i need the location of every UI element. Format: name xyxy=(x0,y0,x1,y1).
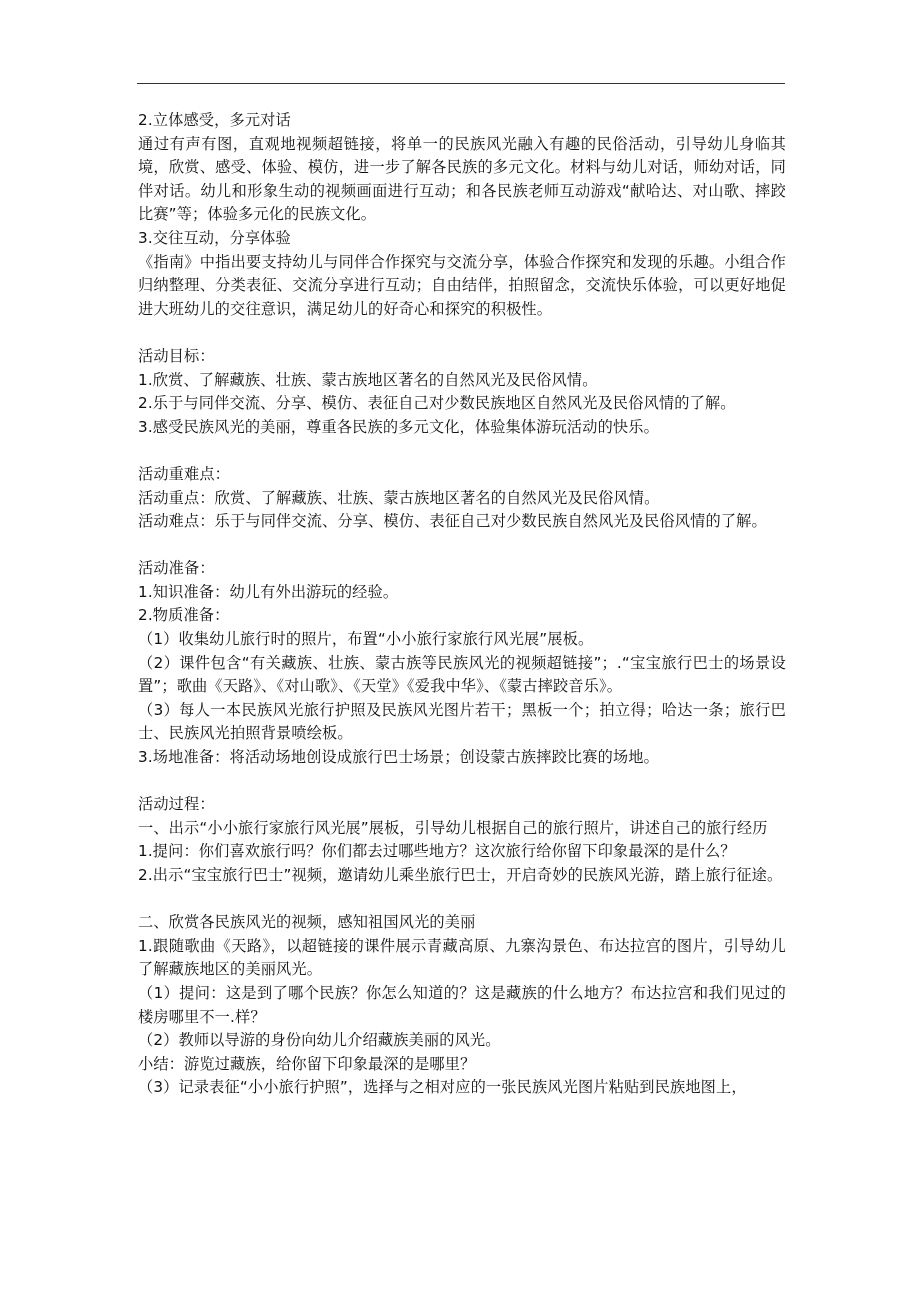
document-body xyxy=(138,109,786,1100)
list-item: （1）收集幼儿旅行时的照片，布置“小小旅行家旅行风光展”展板。 xyxy=(138,630,594,649)
list-item: （1）提问：这是到了哪个民族？你怎么知道的？这是藏族的什么地方？布达拉宫和我们见过的楼房哪里不一.样？ xyxy=(138,983,786,1026)
paragraph: 《指南》中指出要支持幼儿与同伴合作探究与交流分享，体验合作探究和发现的乐趣。小组合作归纳整理、分类表征、交流分享进行互动；自由结伴，拍照留念，交流快乐体验，可以更好地促进大班幼儿的交往意识，满足幼儿的好奇心和探究的积极性。 xyxy=(138,252,786,318)
list-item: （3）记录表征“小小旅行护照”，选择与之相对应的一张民族风光图片粘贴到民族地图上， xyxy=(138,1078,747,1097)
header-rule xyxy=(137,83,785,84)
section-title: 活动目标： xyxy=(138,346,215,365)
list-item: 1.知识准备：幼儿有外出游玩的经验。 xyxy=(138,582,399,601)
list-item: （2）课件包含“有关藏族、壮族、蒙古族等民族风光的视频超链接”；.“宝宝旅行巴士的场景设置”；歌曲《天路》、《对山歌》、《天堂》《爱我中华》、《蒙古摔跤音乐》。 xyxy=(138,653,786,696)
heading-line: 3.交往互动，分享体验 xyxy=(138,228,291,247)
step-heading: 一、出示“小小旅行家旅行风光展”展板，引导幼儿根据自己的旅行照片，讲述自己的旅行经历 xyxy=(138,818,768,837)
list-item: 1.跟随歌曲《天路》，以超链接的课件展示青藏高原、九寨沟景色、布达拉宫的图片，引导幼儿了解藏族地区的美丽风光。 xyxy=(138,936,786,979)
list-item: 1.欣赏、了解藏族、壮族、蒙古族地区著名的自然风光及民俗风情。 xyxy=(138,370,598,389)
blank-line xyxy=(138,534,786,558)
summary-line: 小结：游览过藏族，给你留下印象最深的是哪里？ xyxy=(138,1054,476,1073)
list-item: 2.乐于与同伴交流、分享、模仿、表征自己对少数民族地区自然风光及民俗风情的了解。 xyxy=(138,394,736,413)
list-item: 3.场地准备：将活动场地创设成旅行巴士场景；创设蒙古族摔跤比赛的场地。 xyxy=(138,748,659,767)
list-item: （3）每人一本民族风光旅行护照及民族风光图片若干；黑板一个；拍立得；哈达一条；旅行巴士、民族风光拍照背景喷绘板。 xyxy=(138,700,786,743)
list-item: 活动难点：乐于与同伴交流、分享、模仿、表征自己对少数民族自然风光及民俗风情的了解。 xyxy=(138,512,767,531)
blank-line xyxy=(138,439,786,463)
step-heading: 二、欣赏各民族风光的视频，感知祖国风光的美丽 xyxy=(138,913,476,932)
heading-line: 2.立体感受，多元对话 xyxy=(138,111,291,129)
list-item: 3.感受民族风光的美丽，尊重各民族的多元文化，体验集体游玩活动的快乐。 xyxy=(138,417,659,436)
list-item: 活动重点：欣赏、了解藏族、壮族、蒙古族地区著名的自然风光及民俗风情。 xyxy=(138,488,660,507)
list-item: （2）教师以导游的身份向幼儿介绍藏族美丽的风光。 xyxy=(138,1031,501,1050)
section-title: 活动过程： xyxy=(138,795,215,814)
blank-line xyxy=(138,321,786,345)
list-item: 2.物质准备： xyxy=(138,606,230,625)
section-title: 活动准备： xyxy=(138,559,215,578)
blank-line xyxy=(138,770,786,794)
paragraph: 通过有声有图，直观地视频超链接，将单一的民族风光融入有趣的民俗活动，引导幼儿身临其境，欣赏、感受、体验、模仿，进一步了解各民族的多元文化。材料与幼儿对话，师幼对话，同伴对话。幼儿和形象生动的视频画面进行互动；和各民族老师互动游戏“献哈达、对山歌、摔跤比赛”等；体验多元化的民族文化。 xyxy=(138,134,786,224)
list-item: 1.提问：你们喜欢旅行吗？你们都去过哪些地方？这次旅行给你留下印象最深的是什么？ xyxy=(138,842,736,861)
section-title: 活动重难点： xyxy=(138,464,231,483)
blank-line xyxy=(138,888,786,912)
list-item: 2.出示“宝宝旅行巴士”视频，邀请幼儿乘坐旅行巴士，开启奇妙的民族风光游，踏上旅行征途。 xyxy=(138,866,783,884)
